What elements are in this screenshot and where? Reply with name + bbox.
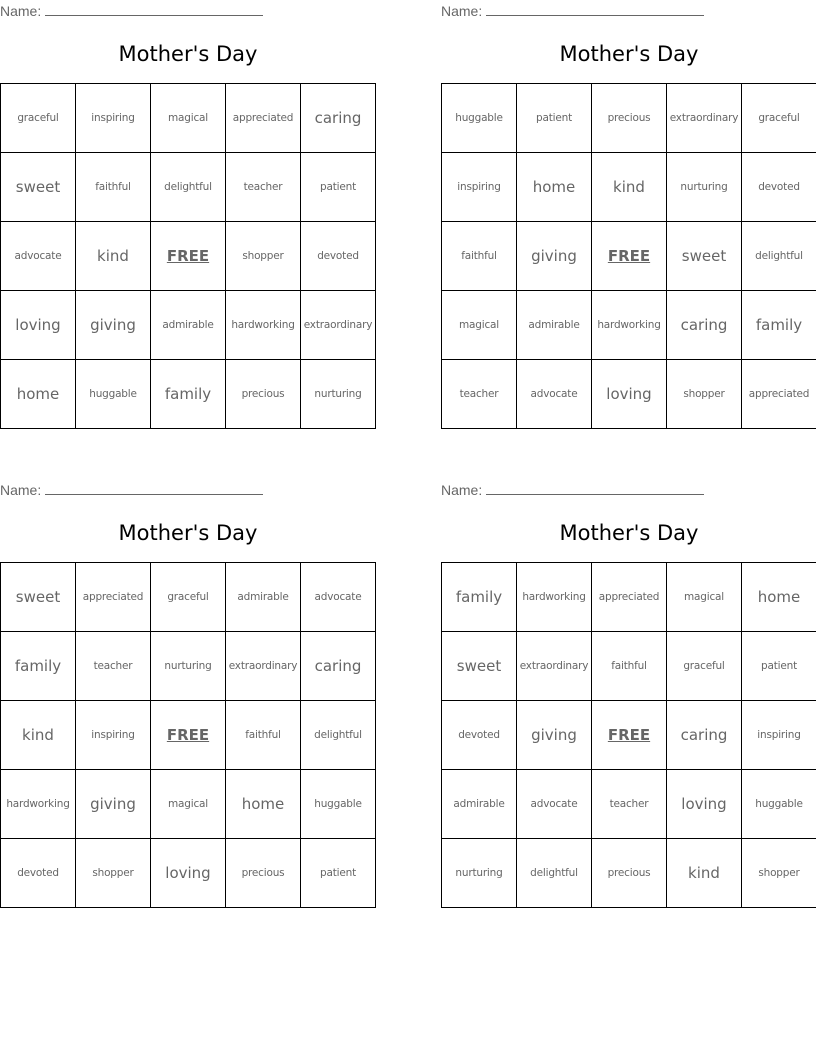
bingo-cell: graceful	[667, 632, 742, 701]
bingo-cell: precious	[592, 84, 667, 153]
bingo-cell: devoted	[442, 701, 517, 770]
bingo-cell: admirable	[442, 770, 517, 839]
bingo-cell: graceful	[151, 563, 226, 632]
bingo-cell: kind	[1, 701, 76, 770]
bingo-cell: inspiring	[442, 153, 517, 222]
name-label: Name:	[441, 482, 483, 498]
free-space: FREE	[592, 222, 667, 291]
bingo-cell: precious	[226, 839, 301, 908]
grid-row	[442, 360, 816, 429]
name-label: Name:	[0, 482, 42, 498]
bingo-cell: shopper	[226, 222, 301, 291]
bingo-cell: hardworking	[226, 291, 301, 360]
name-field	[441, 481, 704, 498]
bingo-cell: devoted	[301, 222, 376, 291]
bingo-cell: advocate	[1, 222, 76, 291]
bingo-cell: faithful	[76, 153, 151, 222]
bingo-grid	[441, 83, 816, 429]
grid-row	[1, 632, 376, 701]
bingo-cell: faithful	[226, 701, 301, 770]
bingo-grid	[441, 562, 816, 908]
bingo-cell: home	[226, 770, 301, 839]
bingo-cell: delightful	[517, 839, 592, 908]
bingo-cell: appreciated	[226, 84, 301, 153]
bingo-cell: admirable	[517, 291, 592, 360]
bingo-cell: shopper	[742, 839, 816, 908]
bingo-cell: precious	[592, 839, 667, 908]
bingo-cell: appreciated	[742, 360, 816, 429]
card-title: Mother's Day	[559, 42, 699, 66]
name-field	[0, 481, 263, 498]
card-title: Mother's Day	[118, 42, 258, 66]
bingo-cell: loving	[1, 291, 76, 360]
bingo-cell: hardworking	[1, 770, 76, 839]
grid-row	[442, 84, 816, 153]
bingo-cell: patient	[301, 153, 376, 222]
free-space: FREE	[151, 222, 226, 291]
grid-row	[442, 839, 816, 908]
bingo-cell: magical	[151, 770, 226, 839]
bingo-cell: sweet	[1, 563, 76, 632]
bingo-cell: caring	[301, 84, 376, 153]
bingo-cell: appreciated	[592, 563, 667, 632]
bingo-cell: graceful	[1, 84, 76, 153]
grid-row	[442, 563, 816, 632]
grid-row	[442, 291, 816, 360]
bingo-cell: sweet	[667, 222, 742, 291]
grid-row	[442, 701, 816, 770]
bingo-cell: patient	[742, 632, 816, 701]
bingo-cell: advocate	[517, 770, 592, 839]
bingo-cell: graceful	[742, 84, 816, 153]
grid-row	[1, 153, 376, 222]
grid-row	[1, 563, 376, 632]
bingo-cell: home	[742, 563, 816, 632]
bingo-cell: huggable	[301, 770, 376, 839]
bingo-cell: hardworking	[592, 291, 667, 360]
bingo-cell: giving	[76, 770, 151, 839]
bingo-cell: kind	[667, 839, 742, 908]
grid-row	[1, 291, 376, 360]
grid-row	[442, 632, 816, 701]
bingo-cell: devoted	[1, 839, 76, 908]
bingo-cell: extraordinary	[301, 291, 376, 360]
bingo-cell: extraordinary	[517, 632, 592, 701]
bingo-cell: admirable	[151, 291, 226, 360]
bingo-cell: loving	[667, 770, 742, 839]
card-title: Mother's Day	[559, 521, 699, 545]
bingo-cell: inspiring	[742, 701, 816, 770]
name-field	[0, 2, 263, 19]
name-blank-line	[486, 2, 704, 16]
bingo-cell: precious	[226, 360, 301, 429]
bingo-cell: kind	[592, 153, 667, 222]
bingo-cell: giving	[517, 701, 592, 770]
grid-row	[442, 770, 816, 839]
bingo-cell: patient	[517, 84, 592, 153]
bingo-cell: home	[517, 153, 592, 222]
bingo-cell: magical	[667, 563, 742, 632]
bingo-cell: family	[442, 563, 517, 632]
free-space: FREE	[151, 701, 226, 770]
grid-row	[1, 222, 376, 291]
bingo-cell: huggable	[76, 360, 151, 429]
bingo-cell: delightful	[742, 222, 816, 291]
bingo-cell: inspiring	[76, 701, 151, 770]
bingo-cell: faithful	[592, 632, 667, 701]
bingo-cell: huggable	[442, 84, 517, 153]
name-blank-line	[45, 481, 263, 495]
bingo-cell: teacher	[226, 153, 301, 222]
bingo-cell: extraordinary	[667, 84, 742, 153]
bingo-cell: giving	[517, 222, 592, 291]
grid-row	[1, 839, 376, 908]
bingo-cell: home	[1, 360, 76, 429]
bingo-cell: magical	[442, 291, 517, 360]
bingo-cell: giving	[76, 291, 151, 360]
name-field	[441, 2, 704, 19]
bingo-cell: caring	[301, 632, 376, 701]
bingo-cell: teacher	[76, 632, 151, 701]
bingo-cell: faithful	[442, 222, 517, 291]
bingo-grid	[0, 83, 376, 429]
grid-row	[1, 360, 376, 429]
bingo-cell: caring	[667, 701, 742, 770]
grid-row	[1, 770, 376, 839]
bingo-cell: magical	[151, 84, 226, 153]
bingo-cell: advocate	[301, 563, 376, 632]
bingo-cell: patient	[301, 839, 376, 908]
bingo-cell: caring	[667, 291, 742, 360]
bingo-cell: admirable	[226, 563, 301, 632]
bingo-cell: nurturing	[667, 153, 742, 222]
bingo-cell: huggable	[742, 770, 816, 839]
bingo-cell: delightful	[301, 701, 376, 770]
bingo-cell: family	[1, 632, 76, 701]
card-title: Mother's Day	[118, 521, 258, 545]
grid-row	[442, 222, 816, 291]
bingo-cell: nurturing	[442, 839, 517, 908]
free-space: FREE	[592, 701, 667, 770]
bingo-cell: appreciated	[76, 563, 151, 632]
bingo-cell: nurturing	[151, 632, 226, 701]
bingo-cell: extraordinary	[226, 632, 301, 701]
bingo-cell: shopper	[667, 360, 742, 429]
bingo-cell: teacher	[442, 360, 517, 429]
name-blank-line	[486, 481, 704, 495]
bingo-grid	[0, 562, 376, 908]
bingo-cell: hardworking	[517, 563, 592, 632]
bingo-cell: family	[742, 291, 816, 360]
grid-row	[442, 153, 816, 222]
bingo-cell: sweet	[442, 632, 517, 701]
grid-row	[1, 84, 376, 153]
bingo-cell: family	[151, 360, 226, 429]
name-label: Name:	[0, 3, 42, 19]
bingo-cell: kind	[76, 222, 151, 291]
bingo-cell: loving	[592, 360, 667, 429]
bingo-cell: teacher	[592, 770, 667, 839]
bingo-cell: advocate	[517, 360, 592, 429]
bingo-cell: sweet	[1, 153, 76, 222]
name-blank-line	[45, 2, 263, 16]
name-label: Name:	[441, 3, 483, 19]
bingo-cell: devoted	[742, 153, 816, 222]
bingo-cell: inspiring	[76, 84, 151, 153]
bingo-cell: loving	[151, 839, 226, 908]
bingo-cell: delightful	[151, 153, 226, 222]
grid-row	[1, 701, 376, 770]
bingo-cell: nurturing	[301, 360, 376, 429]
bingo-cell: shopper	[76, 839, 151, 908]
